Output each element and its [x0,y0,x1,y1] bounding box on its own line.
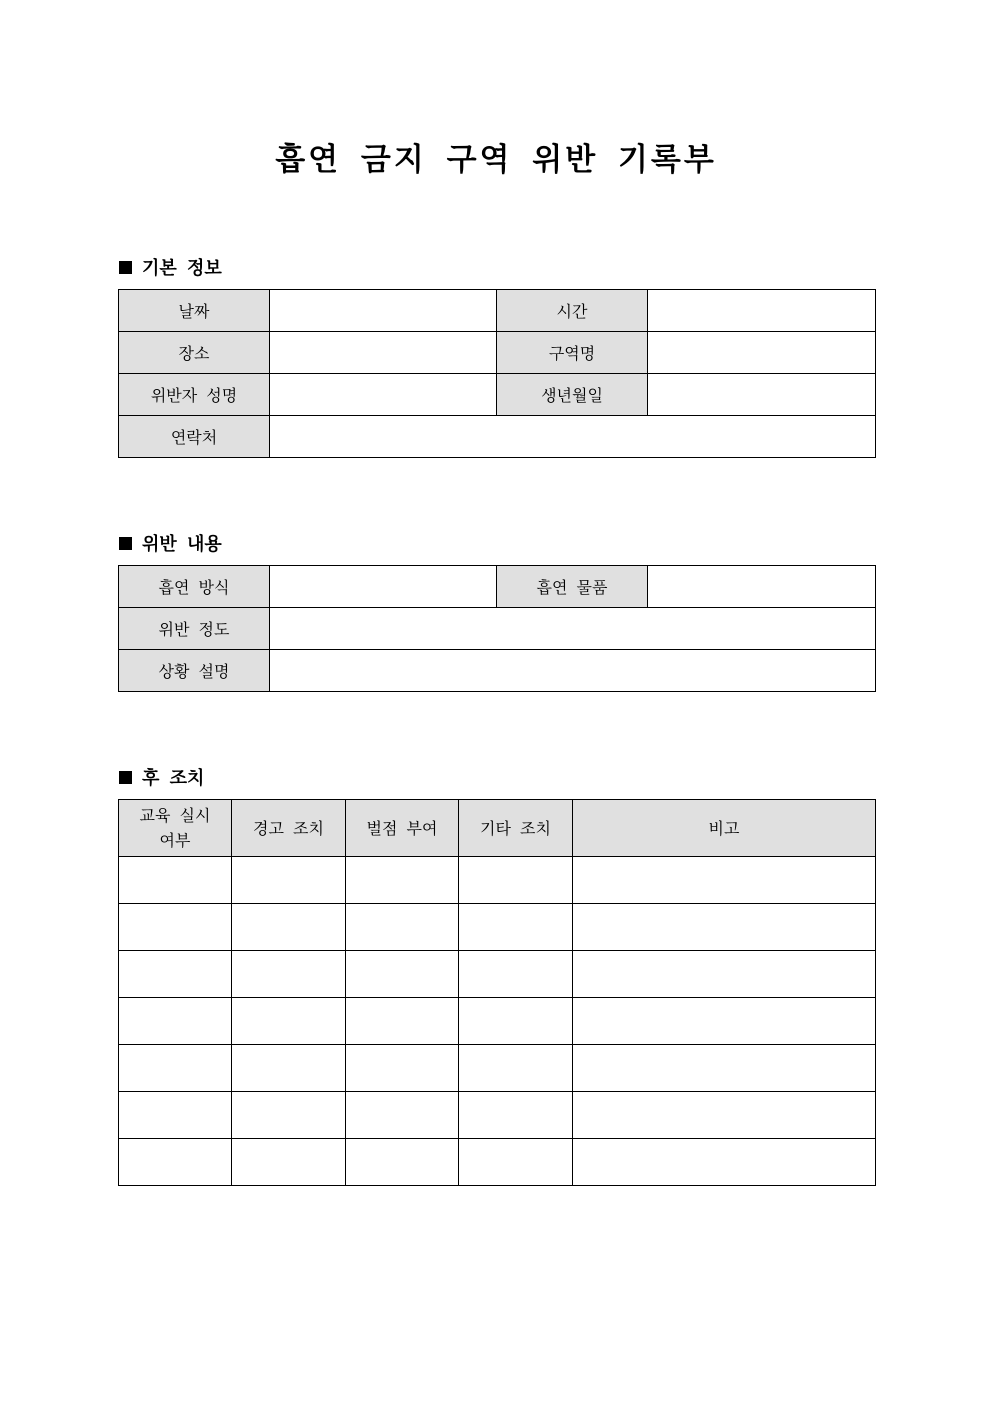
warning-cell[interactable] [232,857,346,904]
remarks-cell[interactable] [573,1092,876,1139]
label-birthdate: 생년월일 [497,374,648,416]
table-row [119,374,876,416]
table-row [119,416,876,458]
label-place: 장소 [119,332,270,374]
table-header-row [119,800,876,857]
other-measures-cell[interactable] [459,904,573,951]
table-row [119,1092,876,1139]
warning-cell[interactable] [232,951,346,998]
education-cell[interactable] [119,998,232,1045]
warning-cell[interactable] [232,1045,346,1092]
date-field[interactable] [270,290,497,332]
education-cell[interactable] [119,1092,232,1139]
other-measures-cell[interactable] [459,1092,573,1139]
column-header-education: 교육 실시 여부 [119,800,232,857]
label-smoking-method: 흡연 방식 [119,566,270,608]
table-row [119,1045,876,1092]
followup-table [118,799,876,1186]
other-measures-cell[interactable] [459,1139,573,1186]
situation-description-field[interactable] [270,650,876,692]
other-measures-cell[interactable] [459,1045,573,1092]
table-row [119,650,876,692]
label-violator-name: 위반자 성명 [119,374,270,416]
penalty-points-cell[interactable] [346,998,459,1045]
remarks-cell[interactable] [573,1045,876,1092]
section-heading-label: 위반 내용 [142,534,222,555]
penalty-points-cell[interactable] [346,951,459,998]
table-row [119,857,876,904]
birthdate-field[interactable] [648,374,876,416]
section-heading-label: 기본 정보 [142,258,222,279]
remarks-cell[interactable] [573,1139,876,1186]
penalty-points-cell[interactable] [346,1139,459,1186]
violator-name-field[interactable] [270,374,497,416]
warning-cell[interactable] [232,904,346,951]
education-cell[interactable] [119,1045,232,1092]
table-row [119,951,876,998]
penalty-points-cell[interactable] [346,1092,459,1139]
remarks-cell[interactable] [573,951,876,998]
label-contact: 연락처 [119,416,270,458]
other-measures-cell[interactable] [459,998,573,1045]
education-cell[interactable] [119,1139,232,1186]
table-row [119,566,876,608]
penalty-points-cell[interactable] [346,1045,459,1092]
label-zone-name: 구역명 [497,332,648,374]
education-cell[interactable] [119,951,232,998]
section-heading-followup [119,764,204,790]
violation-table [118,565,876,692]
other-measures-cell[interactable] [459,951,573,998]
remarks-cell[interactable] [573,857,876,904]
table-row [119,608,876,650]
violation-degree-field[interactable] [270,608,876,650]
penalty-points-cell[interactable] [346,904,459,951]
smoking-method-field[interactable] [270,566,497,608]
black-square-icon [119,261,132,274]
warning-cell[interactable] [232,998,346,1045]
label-violation-degree: 위반 정도 [119,608,270,650]
table-row [119,290,876,332]
smoking-item-field[interactable] [648,566,876,608]
place-field[interactable] [270,332,497,374]
label-time: 시간 [497,290,648,332]
warning-cell[interactable] [232,1139,346,1186]
table-row [119,904,876,951]
section-heading-label: 후 조치 [142,768,205,789]
education-cell[interactable] [119,904,232,951]
remarks-cell[interactable] [573,998,876,1045]
penalty-points-cell[interactable] [346,857,459,904]
warning-cell[interactable] [232,1092,346,1139]
label-smoking-item: 흡연 물품 [497,566,648,608]
basic-info-table [118,289,876,458]
education-cell[interactable] [119,857,232,904]
black-square-icon [119,537,132,550]
column-header-warning: 경고 조치 [232,800,346,857]
column-header-remarks: 비고 [573,800,876,857]
column-header-penalty-points: 벌점 부여 [346,800,459,857]
column-header-other-measures: 기타 조치 [459,800,573,857]
remarks-cell[interactable] [573,904,876,951]
table-row [119,332,876,374]
table-row [119,1139,876,1186]
table-row [119,998,876,1045]
section-heading-violation [119,530,222,556]
other-measures-cell[interactable] [459,857,573,904]
contact-field[interactable] [270,416,876,458]
label-situation-description: 상황 설명 [119,650,270,692]
zone-name-field[interactable] [648,332,876,374]
section-heading-basic-info [119,254,222,280]
black-square-icon [119,771,132,784]
label-date: 날짜 [119,290,270,332]
time-field[interactable] [648,290,876,332]
page-title: 흡연 금지 구역 위반 기록부 [275,142,717,178]
